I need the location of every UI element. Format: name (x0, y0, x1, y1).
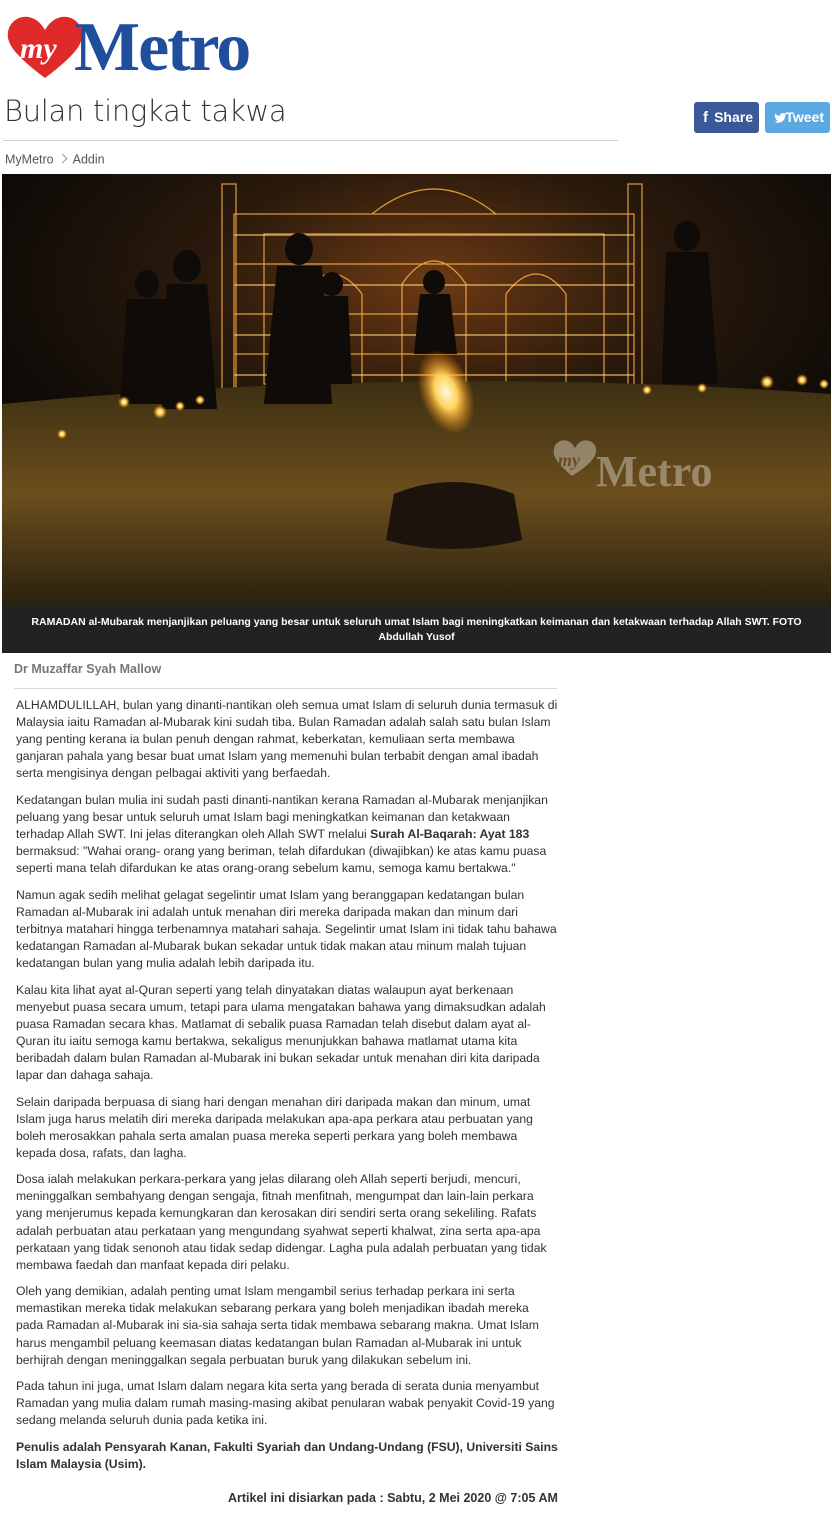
breadcrumb-addin-link[interactable]: Addin (72, 152, 105, 167)
article-paragraph: Kalau kita lihat ayat al-Quran seperti yang telah dinyatakan diatas walaupun ayat berkenaan menyebut puasa secara umum, tetapi para ulama mengatakan bahawa yang dimaksudkan adalah puasa Ramadan secara khas. Matlamat di sebalik puasa Ramadan telah disebut dalam ayat al-Quran itu iaitu semoga kamu bertakwa, sekaligus menunjukkan bahawa matlamat utama kita beribadah dalam bulan Ramadan al-Mubarak ini bukan sekadar untuk menahan diri kita daripada lapar dan dahaga sahaja. (16, 982, 546, 1083)
page-title: Bulan tingkat takwa (4, 94, 287, 128)
image-caption (2, 606, 831, 653)
chevron-right-icon (57, 154, 67, 164)
caption-text: RAMADAN al-Mubarak menjanjikan peluang yang besar untuk seluruh umat Islam bagi meningkatkan keimanan dan ketakwaan terhadap Allah SWT. FOTO Abdullah Yusof (31, 616, 802, 643)
twitter-tweet-button[interactable] (765, 102, 830, 133)
title-divider (3, 140, 618, 141)
paragraph-text: Kedatangan bulan mulia ini sudah pasti dinanti-nantikan kerana Ramadan al-Mubarak menjanjikan peluang yang besar untuk seluruh umat Islam bagi meningkatkan keimanan dan ketakwaan terhadap Allah SWT. Ini jelas diterangkan oleh Allah SWT melalui (16, 792, 548, 842)
article-paragraph: Dosa ialah melakukan perkara-perkara yang jelas dilarang oleh Allah seperti berjudi, mencuri, meninggalkan sembahyang dengan sengaja, fitnah menfitnah, mengumpat dan lain-lain perkara yang menjerumus kepada kemungkaran dan kerosakan diri sendiri serta orang sekeliling. Rafats adalah perbuatan atau perkataan yang mengundang syahwat seperti khalwat, zina serta apa-apa perkataan yang tidak senonoh atau tidak sedap didengar. Lagha pula adalah perbuatan yang tidak membawa faedah dan manfaat kepada diri pelaku. (16, 1172, 547, 1272)
article-paragraph (16, 792, 559, 877)
breadcrumb (5, 152, 105, 167)
metro-wordmark: Metro (74, 9, 250, 86)
author-byline: Dr Muzaffar Syah Mallow (14, 662, 162, 676)
article-paragraph: Selain daripada berpuasa di siang hari dengan menahan diri daripada makan dan minum, umat Islam juga harus melatih diri mereka daripada melakukan apa-apa perkara atau perbuatan yang boleh merosakkan pahala serta amalan puasa mereka seperti perkara yang boleh membawa kepada dosa, rafats, dan lagha. (16, 1094, 533, 1160)
author-footnote: Penulis adalah Pensyarah Kanan, Fakulti Syariah dan Undang-Undang (FSU), Universiti Sains Islam Malaysia (Usim). (16, 1439, 558, 1471)
article-paragraph: Pada tahun ini juga, umat Islam dalam negara kita serta yang berada di serata dunia menyambut Ramadan yang mulia dalam rumah masing-masing akibat penularan wabak penyakit Covid-19 yang sedang melanda seluruh dunia pada ketika ini. (16, 1379, 555, 1428)
facebook-icon: f (703, 109, 708, 126)
author-divider (14, 688, 557, 689)
svg-text:my: my (558, 450, 580, 470)
published-date: Artikel ini disiarkan pada : Sabtu, 2 Mei 2020 @ 7:05 AM (228, 1491, 558, 1505)
article-paragraph: Namun agak sedih melihat gelagat segelintir umat Islam yang beranggapan kedatangan bulan Ramadan al-Mubarak ini adalah untuk menahan diri mereka daripada makan dan minum dari terbitnya matahari hingga terbenamnya matahari sahaja. Segelintir umat Islam ini tidak tahu bahawa kedatangan Ramadan al-Mubarak bukan sekadar untuk tidak makan atau minum malah tujuan kedatangan bulan yang mulia adalah lebih daripada itu. (16, 887, 557, 971)
paragraph-text: bermaksud: "Wahai orang- orang yang beriman, telah difardukan (diwajibkan) ke atas kamu puasa seperti mana telah difardukan ke atas orang-orang sebelum kamu, semoga kamu bertakwa." (16, 844, 547, 876)
article-paragraph: ALHAMDULILLAH, bulan yang dinanti-nantikan oleh semua umat Islam di seluruh dunia termasuk di Malaysia iaitu Ramadan al-Mubarak kini sudah tiba. Bulan Ramadan adalah salah satu bulan Islam yang penting kerana ia bulan penuh dengan rahmat, keberkatan, kemuliaan serta membawa ganjaran pahala yang besar buat umat Islam yang memenuhi bulan terbabit dengan amal ibadah serta mengisinya dengan pelbagai aktiviti yang berfaedah. (16, 698, 558, 781)
breadcrumb-mymetro-link[interactable]: MyMetro (5, 152, 54, 167)
article-hero-image (2, 174, 831, 606)
mymetro-logo[interactable] (6, 8, 306, 88)
quran-reference: Surah Al-Baqarah: Ayat 183 (370, 827, 530, 842)
my-heart-mark (6, 14, 84, 80)
article-paragraph: Oleh yang demikian, adalah penting umat Islam mengambil serius terhadap perkara ini serta memastikan mereka tidak melakukan sebarang perkara yang boleh menjadikan ibadah mereka pada Ramadan al-Mubarak ini sia-sia sahaja serta tidak membawa sebarang makna. Umat Islam harus mengambil peluang keemasan diatas kedatangan bulan Ramadan al-Mubarak ini untuk berhijrah dengan meninggalkan segala perbuatan buruk yang dilakukan sebelum ini. (16, 1284, 539, 1367)
facebook-share-button[interactable] (694, 102, 759, 133)
share-label: Share (714, 109, 753, 125)
svg-text:Metro: Metro (596, 447, 713, 496)
svg-text:my: my (20, 32, 57, 65)
tweet-label: Tweet (785, 109, 824, 125)
article-body (16, 697, 559, 1482)
